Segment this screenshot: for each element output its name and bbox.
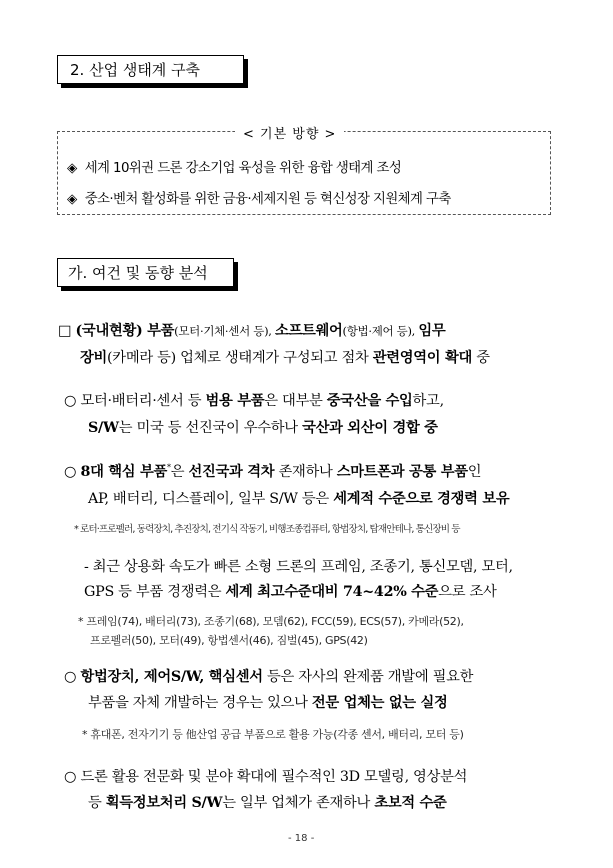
- circle-bullet-line: S/W는 미국 등 선진국이 우수하나 국산과 외산이 경합 중: [88, 420, 438, 436]
- circle-bullet-line: ○ 8대 핵심 부품*은 선진국과 격차 존재하나 스마트폰과 공통 부품인: [64, 463, 482, 480]
- footnote: * 로터·프로펠러, 동력장치, 추진장치, 전기식 작동기, 비행조종컴퓨터, 항법장치, 탑재안테나, 통신장비 등: [74, 524, 460, 535]
- direction-item: ◈ 중소·벤처 활성화를 위한 금융·세제지원 등 혁신성장 지원체계 구축: [67, 192, 451, 207]
- square-bullet-icon: □: [58, 323, 72, 339]
- circle-bullet-line: ○ 항법장치, 제어S/W, 핵심센서 등은 자사의 완제품 개발에 필요한: [64, 669, 474, 685]
- circle-bullet-line: ○ 드론 활용 전문화 및 분야 확대에 필수적인 3D 모델링, 영상분석: [64, 769, 468, 785]
- page-number: - 18 -: [288, 833, 315, 844]
- diamond-marker-icon: ◈: [67, 192, 77, 207]
- footnote: 프로펠러(50), 모터(49), 항법센서(46), 짐벌(45), GPS(42): [90, 634, 368, 647]
- square-bullet-line: □ (국내현황) 부품(모터·기체·센서 등), 소프트웨어(항법·제어 등), 임무: [58, 323, 446, 339]
- diamond-marker-icon: ◈: [67, 161, 77, 176]
- circle-bullet-icon: ○: [64, 464, 77, 480]
- circle-bullet-line: ○ 모터·배터리·센서 등 범용 부품은 대부분 중국산을 수입하고,: [64, 393, 444, 409]
- basic-direction-title: < 기본 방향 >: [235, 123, 344, 142]
- footnote: * 프레임(74), 배터리(73), 조종기(68), 모뎀(62), FCC(59), ECS(57), 카메라(52),: [78, 615, 464, 628]
- circle-bullet-line: 등 획득정보처리 S/W는 일부 업체가 존재하나 초보적 수준: [88, 795, 447, 811]
- circle-bullet-icon: ○: [64, 669, 77, 685]
- square-bullet-line: 장비(카메라 등) 업체로 생태계가 구성되고 점차 관련영역이 확대 중: [80, 350, 490, 366]
- section-heading-text: 2. 산업 생태계 구축: [70, 61, 201, 79]
- sub-heading-text: 가. 여건 및 동향 분석: [68, 264, 208, 282]
- footnote: * 휴대폰, 전자기기 등 他산업 공급 부품으로 활용 가능(각종 센서, 배터리, 모터 등): [82, 728, 464, 741]
- section-heading: [57, 55, 244, 84]
- circle-bullet-line: AP, 배터리, 디스플레이, 일부 S/W 등은 세계적 수준으로 경쟁력 보유: [88, 491, 510, 507]
- circle-bullet-icon: ○: [64, 393, 77, 409]
- sub-heading: [57, 258, 234, 287]
- dash-bullet-line: GPS 등 부품 경쟁력은 세계 최고수준대비 74~42% 수준으로 조사: [84, 584, 497, 600]
- dash-bullet-line: - 최근 상용화 속도가 빠른 소형 드론의 프레임, 조종기, 통신모뎀, 모터,: [84, 559, 513, 575]
- direction-item: ◈ 세계 10위권 드론 강소기업 육성을 위한 융합 생태계 조성: [67, 161, 402, 176]
- circle-bullet-line: 부품을 자체 개발하는 경우는 있으나 전문 업체는 없는 실정: [88, 695, 448, 711]
- circle-bullet-icon: ○: [64, 769, 77, 785]
